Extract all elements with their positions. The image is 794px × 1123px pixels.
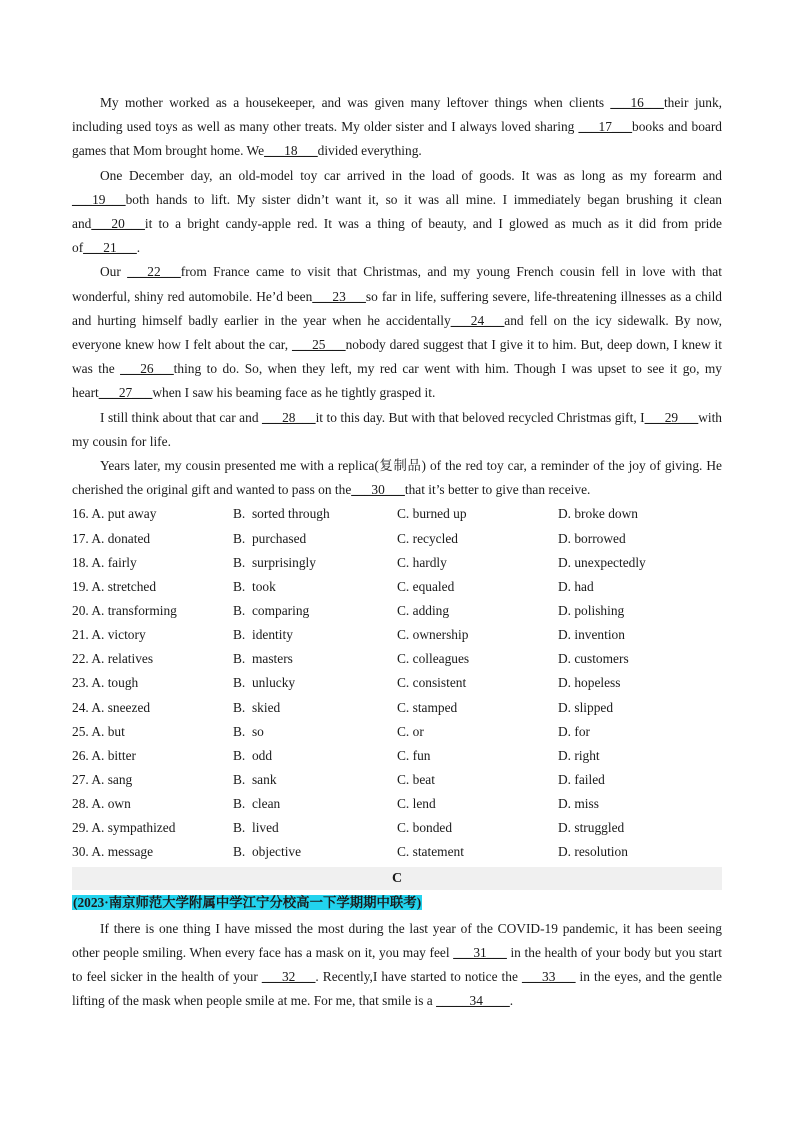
option-choice: D. polishing (558, 603, 625, 619)
option-choice: B. objective (233, 844, 302, 860)
blank: ___30___ (351, 482, 405, 498)
option-row (72, 744, 722, 768)
text-run: both hands to lift. My sister didn’t want it, so it was all mine. I immediately began brushing it clean and (72, 191, 722, 232)
option-choice: B. surprisingly (233, 554, 316, 570)
text-run: from France came to visit that Christmas, and my young French cousin fell in love with that wonderful, shiny red automobile. He’d been (72, 264, 722, 304)
options-list (72, 502, 722, 864)
option-choice: C. statement (397, 844, 464, 860)
text-run: so far in life, suffering severe, life-threatening illnesses as a child and hurting himself badly earlier in the year when he accidentally (72, 288, 723, 328)
text-run: Years later, my cousin presented me with a replica(复制品) of the red toy car, a reminder of the joy of giving. He cherished the original gift and wanted to pass on the (72, 458, 722, 498)
passage-paragraph-1 (72, 91, 722, 164)
source-line (72, 892, 722, 914)
option-row (72, 599, 722, 623)
option-choice: D. had (558, 578, 594, 594)
option-choice: 16. A. put away (72, 506, 157, 522)
option-choice: C. beat (397, 772, 435, 787)
option-choice: 25. A. but (72, 723, 125, 739)
option-choice: B. comparing (233, 603, 310, 619)
option-choice: B. skied (233, 699, 281, 715)
option-choice: B. sank (233, 772, 277, 787)
blank: ___24___ (450, 312, 505, 328)
text-run: it to this day. But with that beloved recycled Christmas gift, I (315, 409, 645, 425)
option-choice: 30. A. message (72, 844, 154, 860)
option-choice: 28. A. own (72, 796, 131, 812)
option-row (72, 696, 722, 720)
option-choice: C. or (397, 723, 424, 739)
blank: ___22___ (127, 264, 181, 280)
option-choice: 22. A. relatives (72, 651, 154, 667)
option-choice: B. sorted through (233, 506, 330, 522)
option-choice: C. adding (397, 603, 450, 619)
blank: ___27___ (98, 385, 153, 401)
option-choice: C. bonded (397, 820, 453, 836)
option-choice: C. hardly (397, 554, 447, 570)
text-run: with my cousin for life. (72, 409, 722, 449)
text-run: nobody dared suggest that I give it to him. But, deep down, I knew it was the (72, 337, 722, 377)
option-choice: D. struggled (558, 820, 625, 836)
option-choice: D. resolution (558, 844, 628, 860)
option-choice: 24. A. sneezed (72, 699, 151, 715)
option-choice: B. clean (233, 796, 281, 812)
text-run: If there is one thing I have missed the most during the last year of the COVID-19 pandemic, it has been seeing other people smiling. When every face has a mask on it, you may feel (72, 920, 722, 960)
option-choice: D. failed (558, 772, 605, 787)
option-choice: B. masters (233, 651, 293, 667)
option-choice: C. fun (397, 747, 431, 763)
passage-paragraph-3 (72, 260, 722, 405)
option-choice: C. equaled (397, 578, 455, 594)
option-row (72, 623, 722, 647)
text-run: My mother worked as a housekeeper, and was given many leftover things when clients (100, 95, 611, 110)
blank: ___19___ (72, 191, 126, 207)
text-run: Our (100, 264, 128, 280)
option-row (72, 575, 722, 599)
option-choice: 21. A. victory (72, 627, 146, 643)
option-choice: D. invention (558, 627, 625, 643)
text-run: books and board games that Mom brought home. We (72, 119, 723, 159)
section-c-paragraph-1 (72, 917, 722, 1014)
option-choice: C. recycled (397, 530, 458, 546)
text-run: . Recently,I have started to notice the (315, 968, 522, 984)
option-choice: 23. A. tough (72, 675, 139, 691)
text-run: it to a bright candy-apple red. It was a thing of beauty, and I glowed as much as it did from pride of (72, 216, 722, 256)
text-run: thing to do. So, when they left, my red car went with him. Though I was upset to see it go, my heart (72, 361, 722, 401)
blank: ___23___ (312, 288, 366, 304)
option-choice: D. miss (558, 796, 599, 812)
option-choice: C. lend (397, 796, 436, 812)
option-choice: 26. A. bitter (72, 747, 136, 763)
option-choice: D. borrowed (558, 530, 626, 546)
option-row (72, 768, 722, 792)
option-choice: 19. A. stretched (72, 578, 157, 594)
section-heading-c: C (72, 867, 722, 890)
text-run: . (509, 993, 514, 1009)
text-run: that it’s better to give than receive. (404, 482, 591, 498)
option-choice: 29. A. sympathized (72, 820, 176, 836)
text-run: in the eyes, and the gentle lifting of the mask when people smile at me. For me, that smile is a (72, 968, 722, 1009)
option-choice: B. lived (233, 820, 279, 836)
document-page (72, 91, 722, 1013)
option-row (72, 816, 722, 840)
text-run: their junk, including used toys as well as many other treats. My older sister and I always loved sharing (72, 95, 722, 135)
blank: _____34____ (436, 993, 510, 1009)
blank: ___18___ (264, 143, 318, 159)
option-row (72, 671, 722, 695)
source-highlight: (2023·南京师范大学附属中学江宁分校高一下学期期中联考) (73, 894, 422, 910)
option-row (72, 647, 722, 671)
option-choice: B. unlucky (233, 675, 296, 691)
blank: ___32___ (261, 968, 316, 984)
option-choice: C. burned up (397, 506, 467, 522)
option-choice: D. slipped (558, 699, 614, 715)
option-choice: B. identity (233, 627, 293, 643)
option-row (72, 840, 722, 864)
text-run: divided everything. (317, 143, 422, 159)
option-choice: B. took (233, 578, 276, 594)
option-choice: D. customers (558, 651, 629, 667)
blank: ___33___ (521, 968, 576, 984)
option-row (72, 551, 722, 575)
option-row (72, 720, 722, 744)
option-row (72, 502, 722, 526)
option-choice: D. unexpectedly (558, 554, 646, 570)
blank: ___16___ (610, 95, 664, 110)
option-row (72, 792, 722, 816)
blank: ___26___ (120, 361, 174, 377)
option-choice: C. stamped (397, 699, 458, 715)
option-choice: 20. A. transforming (72, 603, 177, 619)
blank: ___29___ (644, 409, 699, 425)
blank: ___20___ (91, 216, 145, 232)
blank: ___21___ (83, 240, 137, 256)
option-choice: C. colleagues (397, 651, 470, 667)
blank: ___25___ (292, 337, 346, 353)
option-row (72, 527, 722, 551)
option-choice: B. so (233, 723, 264, 739)
text-run: . (136, 240, 141, 256)
text-run: in the health of your body but you start to feel sicker in the health of your (72, 944, 722, 984)
passage-paragraph-5 (72, 454, 722, 502)
option-choice: 17. A. donated (72, 530, 151, 546)
option-choice: D. right (558, 747, 600, 763)
blank: ___17___ (578, 119, 633, 135)
passage-paragraph-4 (72, 406, 722, 454)
passage-paragraph-2 (72, 164, 722, 261)
option-choice: D. hopeless (558, 675, 621, 691)
option-choice: D. broke down (558, 506, 638, 522)
text-run: and fell on the icy sidewalk. By now, everyone knew how I felt about the car, (72, 312, 722, 353)
blank: ___28___ (262, 409, 316, 425)
option-choice: 18. A. fairly (72, 554, 137, 570)
option-choice: B. purchased (233, 530, 307, 546)
text-run: when I saw his beaming face as he tightly grasped it. (152, 385, 436, 401)
text-run: I still think about that car and (100, 409, 262, 425)
option-choice: C. ownership (397, 627, 469, 643)
text-run: One December day, an old-model toy car arrived in the load of goods. It was as long as my forearm and (100, 167, 722, 183)
option-choice: 27. A. sang (72, 772, 133, 787)
option-choice: C. consistent (397, 675, 467, 691)
option-choice: D. for (558, 723, 590, 739)
blank: ___31___ (453, 944, 507, 960)
option-choice: B. odd (233, 747, 273, 763)
